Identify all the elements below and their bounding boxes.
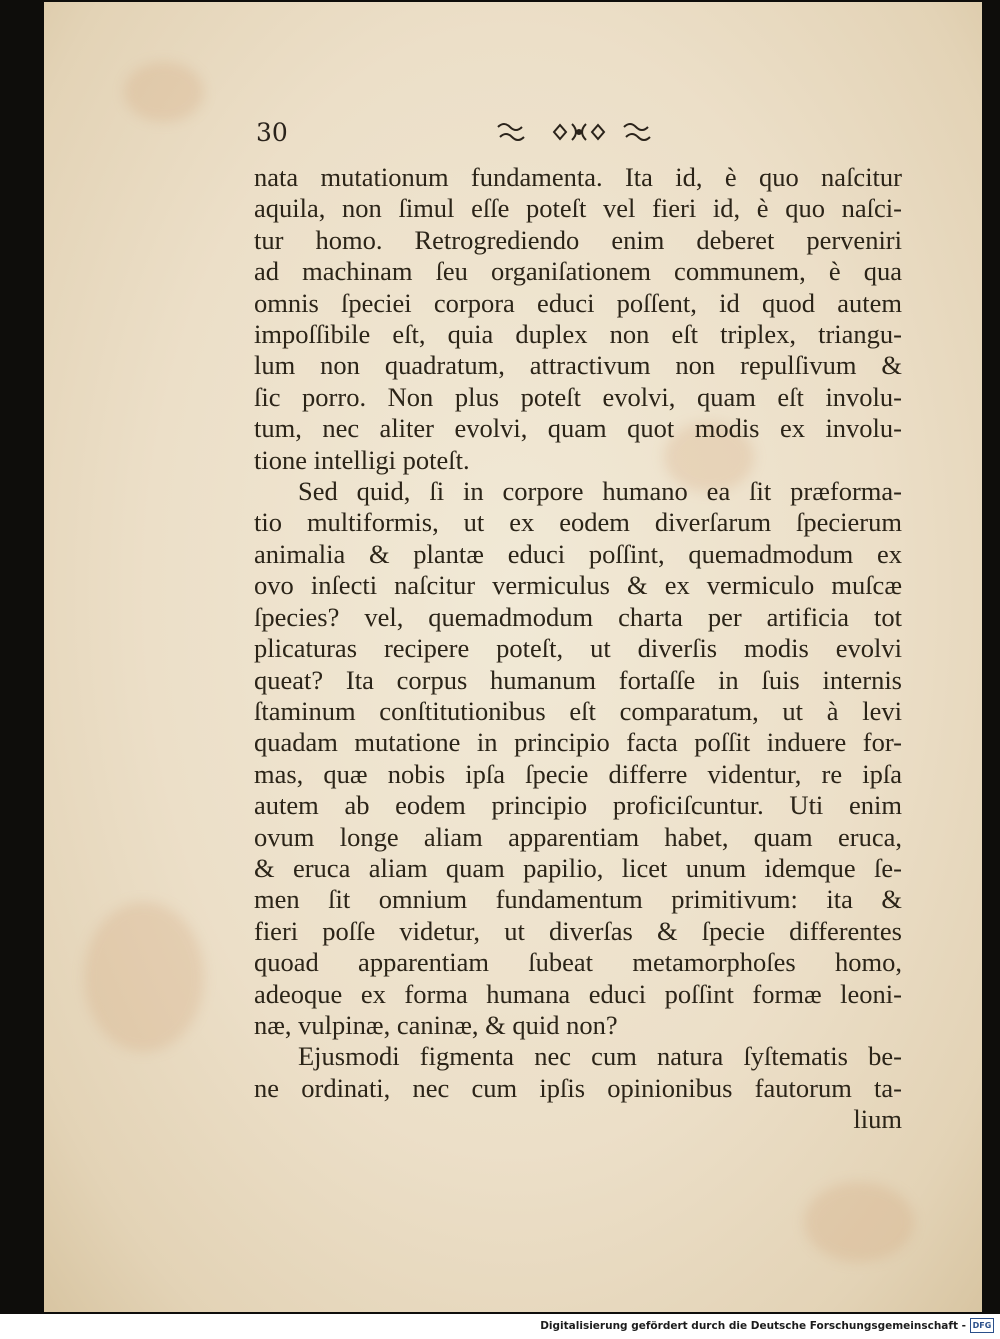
text-line: ſpecies? vel, quemadmodum charta per artificia tot bbox=[254, 601, 902, 632]
text-line: ſtaminum conſtitutionibus eſt comparatum, ut à levi bbox=[254, 695, 902, 726]
text-line: Sed quid, ſi in corpore humano ea ſit præforma- bbox=[298, 476, 902, 507]
funding-credit: Digitalisierung gefördert durch die Deutsche Forschungsgemeinschaft - bbox=[540, 1320, 966, 1332]
text-line: tur homo. Retrogrediendo enim deberet perveniri bbox=[254, 224, 902, 255]
text-line: lium bbox=[853, 1104, 902, 1135]
text-line: omnis ſpeciei corpora educi poſſent, id quod autem bbox=[254, 287, 902, 318]
text-line: ovum longe aliam apparentiam habet, quam eruca, bbox=[254, 821, 902, 852]
text-line: ad machinam ſeu organiſationem communem, è qua bbox=[254, 256, 902, 287]
text-line: Ejusmodi figmenta nec cum natura ſyſtematis be- bbox=[298, 1041, 902, 1072]
stain-mark bbox=[124, 62, 204, 122]
text-line: plicaturas recipere poteſt, ut diverſis modis evolvi bbox=[254, 633, 902, 664]
text-line: fieri poſſe videtur, ut diverſas & ſpecie differentes bbox=[254, 915, 902, 946]
text-line: næ, vulpinæ, caninæ, & quid non? bbox=[254, 1009, 618, 1040]
text-line: lum non quadratum, attractivum non repulſivum & bbox=[254, 350, 902, 381]
text-line: mas, quæ nobis ipſa ſpecie differre videntur, re ipſa bbox=[254, 758, 902, 789]
header-ornament-icon bbox=[494, 119, 664, 145]
text-line: queat? Ita corpus humanum fortaſſe in ſuis internis bbox=[254, 664, 902, 695]
dfg-logo: DFG bbox=[970, 1318, 994, 1333]
text-line: tio multiformis, ut ex eodem diverſarum ſpecierum bbox=[254, 507, 902, 538]
text-line: impoſſibile eſt, quia duplex non eſt triplex, triangu- bbox=[254, 319, 902, 350]
text-line: nata mutationum fundamenta. Ita id, è quo naſcitur bbox=[254, 162, 902, 192]
text-line: adeoque ex forma humana educi poſſint formæ leoni- bbox=[254, 978, 902, 1009]
text-line: men ſit omnium fundamentum primitivum: ita & bbox=[254, 884, 902, 915]
text-line: tum, nec aliter evolvi, quam quot modis ex involu- bbox=[254, 413, 902, 444]
text-line: autem ab eodem principio proficiſcuntur. Uti enim bbox=[254, 790, 902, 821]
text-line: aquila, non ſimul eſſe poteſt vel fieri id, è quo naſci- bbox=[254, 193, 902, 224]
text-line: quoad apparentiam ſubeat metamorphoſes homo, bbox=[254, 947, 902, 978]
text-line: & eruca aliam quam papilio, licet unum idemque ſe- bbox=[254, 852, 902, 883]
text-line: animalia & plantæ educi poſſint, quemadmodum ex bbox=[254, 538, 902, 569]
scanned-page bbox=[44, 2, 982, 1312]
page-number: 30 bbox=[256, 118, 288, 147]
text-line: tione intelligi poteſt. bbox=[254, 444, 470, 475]
footer-bar bbox=[0, 1314, 1000, 1339]
text-line: ſic porro. Non plus poteſt evolvi, quam eſt involu- bbox=[254, 381, 902, 412]
text-line: ovo inſecti naſcitur vermiculus & ex vermiculo muſcæ bbox=[254, 570, 902, 601]
text-line: ne ordinati, nec cum ipſis opinionibus fautorum ta- bbox=[254, 1072, 902, 1103]
stain-mark bbox=[84, 902, 204, 1052]
stain-mark bbox=[804, 1182, 914, 1262]
text-line: quadam mutatione in principio facta poſſit induere for- bbox=[254, 727, 902, 758]
body-text bbox=[254, 162, 902, 1136]
